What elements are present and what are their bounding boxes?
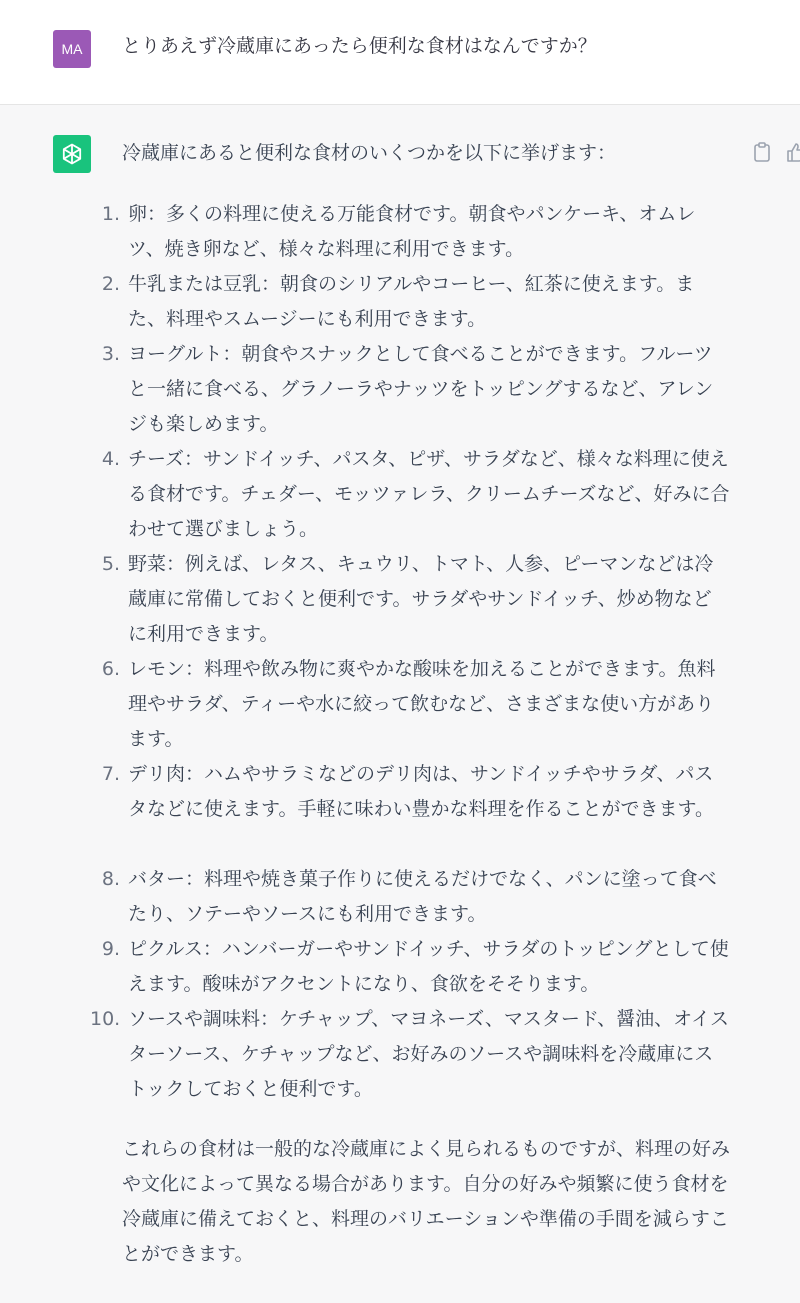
list-item — [90, 337, 730, 442]
list-item-text: バター：料理や焼き菓子作りに使えるだけでなく、パンに塗って食べたり、ソテーやソースにも利用できます。 — [128, 868, 717, 925]
list-item — [90, 757, 730, 862]
list-item-number: 2. — [101, 273, 120, 295]
list-item-number: 3. — [101, 343, 120, 365]
assistant-message-row — [0, 105, 800, 1303]
list-item-number: 9. — [101, 938, 120, 960]
assistant-avatar — [53, 135, 91, 173]
list-item-text: 牛乳または豆乳：朝食のシリアルやコーヒー、紅茶に使えます。また、料理やスムージーにも利用できます。 — [128, 273, 695, 330]
food-list — [90, 197, 730, 1107]
clipboard-icon[interactable] — [752, 141, 772, 163]
list-item-text: ヨーグルト：朝食やスナックとして食べることができます。フルーツと一緒に食べる、グラノーラやナッツをトッピングするなど、アレンジも楽しめます。 — [128, 343, 714, 435]
list-item-text: 野菜：例えば、レタス、キュウリ、トマト、人参、ピーマンなどは冷蔵庫に常備しておくと便利です。サラダやサンドイッチ、炒め物などに利用できます。 — [128, 553, 714, 645]
thumbs-up-icon[interactable] — [786, 141, 800, 163]
list-item-number: 10. — [90, 1008, 121, 1030]
list-item-text: チーズ：サンドイッチ、パスタ、ピザ、サラダなど、様々な料理に使える食材です。チェダー、モッツァレラ、クリームチーズなど、好みに合わせて選びましょう。 — [128, 448, 730, 540]
list-item-text: ソースや調味料：ケチャップ、マヨネーズ、マスタード、醤油、オイスターソース、ケチャップなど、お好みのソースや調味料を冷蔵庫にストックしておくと便利です。 — [128, 1008, 729, 1100]
user-avatar: MA — [53, 30, 91, 68]
list-item-number: 6. — [101, 658, 120, 680]
openai-logo-icon — [59, 141, 85, 167]
list-item — [90, 932, 730, 1002]
user-message-text: とりあえず冷蔵庫にあったら便利な食材はなんですか？ — [122, 35, 597, 57]
list-item — [90, 267, 730, 337]
list-item — [90, 547, 730, 652]
assistant-intro-text: 冷蔵庫にあると便利な食材のいくつかを以下に挙げます： — [122, 142, 617, 164]
list-item-text: デリ肉：ハムやサラミなどのデリ肉は、サンドイッチやサラダ、パスタなどに使えます。手軽に味わい豊かな料理を作ることができます。 — [128, 763, 714, 820]
list-item-number: 1. — [101, 203, 120, 225]
list-item-number: 7. — [101, 763, 120, 785]
user-message-row — [0, 0, 800, 105]
list-item-number: 5. — [101, 553, 120, 575]
list-item — [90, 197, 730, 267]
list-item — [90, 862, 730, 932]
list-item — [90, 1002, 730, 1107]
list-item-text: 卵：多くの料理に使える万能食材です。朝食やパンケーキ、オムレツ、焼き卵など、様々な料理に利用できます。 — [128, 203, 696, 260]
list-item-text: レモン：料理や飲み物に爽やかな酸味を加えることができます。魚料理やサラダ、ティーや水に絞って飲むなど、さまざまな使い方があります。 — [128, 658, 716, 750]
list-item — [90, 652, 730, 757]
list-item-number: 8. — [101, 868, 120, 890]
list-item-text: ピクルス：ハンバーガーやサンドイッチ、サラダのトッピングとして使えます。酸味がアクセントになり、食欲をそそります。 — [128, 938, 729, 995]
list-item-number: 4. — [101, 448, 120, 470]
assistant-outro-text: これらの食材は一般的な冷蔵庫によく見られるものですが、料理の好みや文化によって異なる場合があります。自分の好みや頻繁に使う食材を冷蔵庫に備えておくと、料理のバリエーションや準備の手間を減らすことができます。 — [122, 1138, 731, 1265]
list-item — [90, 442, 730, 547]
